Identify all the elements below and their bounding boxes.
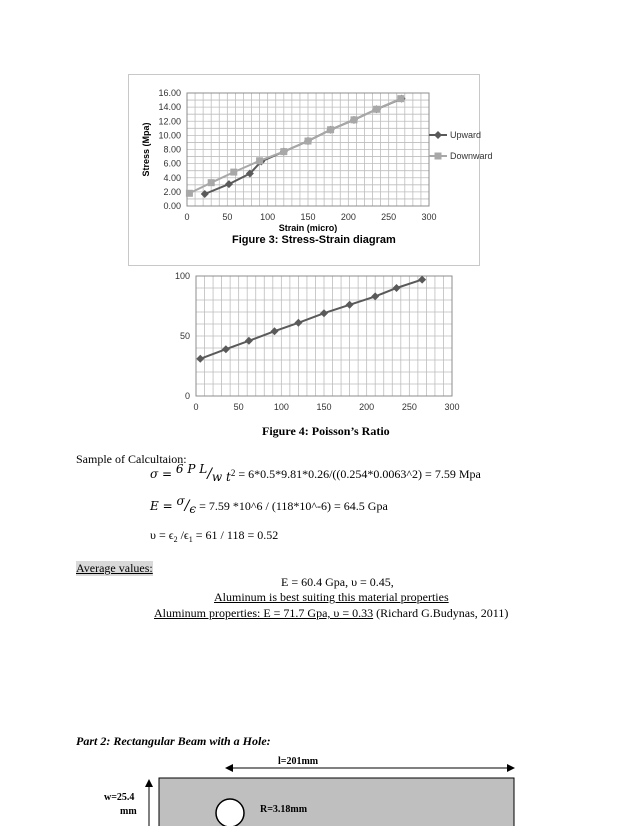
data-point — [186, 190, 193, 197]
x-tick-label: 150 — [300, 212, 316, 222]
y-axis-label: Stress (Mpa) — [141, 122, 151, 177]
data-point — [222, 345, 230, 353]
data-point — [371, 292, 379, 300]
stress-equation: σ = 6 P L/w t2 = 6*0.5*9.81*0.26/((0.254*0.0063^2) = 7.59 Mpa — [150, 462, 481, 484]
y-tick-label: 0 — [184, 391, 190, 401]
x-axis-label: Strain (micro) — [278, 223, 338, 233]
data-point — [271, 327, 279, 335]
beam-hole — [216, 799, 244, 826]
stress-equation-result: = 6*0.5*9.81*0.26/((0.254*0.0063^2) = 7.59 Mpa — [238, 467, 481, 481]
data-point — [397, 95, 404, 102]
legend-label: Upward — [450, 130, 482, 140]
data-point — [305, 138, 312, 145]
x-tick-label: 50 — [233, 402, 244, 412]
series-line — [205, 99, 402, 194]
data-point — [196, 355, 204, 363]
poisson-ratio-chart — [164, 264, 476, 414]
modulus-numerator: σ — [176, 494, 185, 508]
legend-marker — [434, 131, 442, 139]
y-tick-label: 2.00 — [163, 186, 181, 197]
x-tick-label: 150 — [316, 402, 332, 412]
stress-denominator: w t — [211, 470, 231, 484]
aluminum-properties: Aluminum properties: E = 71.7 Gpa, υ = 0.33 (Richard G.Budynas, 2011) — [154, 606, 509, 620]
data-point — [373, 106, 380, 113]
data-point — [418, 276, 426, 284]
data-point — [294, 319, 302, 327]
legend-label: Downward — [450, 151, 493, 161]
series-line — [200, 280, 422, 359]
data-point — [230, 169, 237, 176]
y-tick-label: 0.00 — [163, 201, 181, 211]
x-tick-label: 250 — [401, 402, 417, 412]
figure-4-caption: Figure 4: Poisson’s Ratio — [262, 424, 390, 438]
data-point — [256, 157, 263, 164]
part-2-heading: Part 2: Rectangular Beam with a Hole: — [76, 734, 271, 748]
x-tick-label: 200 — [359, 402, 375, 412]
data-point — [225, 180, 233, 188]
y-tick-label: 4.00 — [163, 172, 181, 183]
data-point — [320, 309, 328, 317]
average-values-line: E = 60.4 Gpa, υ = 0.45, — [281, 575, 394, 589]
x-tick-label: 300 — [421, 212, 437, 222]
x-tick-label: 0 — [184, 212, 190, 222]
data-point — [350, 116, 357, 123]
modulus-symbol: E = — [150, 499, 177, 513]
x-tick-label: 250 — [381, 212, 397, 222]
y-tick-label: 8.00 — [163, 144, 181, 155]
x-tick-label: 100 — [260, 212, 276, 222]
y-tick-label: 50 — [179, 331, 190, 341]
y-tick-label: 14.00 — [158, 102, 181, 113]
y-tick-label: 100 — [174, 271, 190, 281]
beam-width-unit: mm — [120, 806, 137, 817]
x-tick-label: 0 — [193, 402, 199, 412]
legend-marker — [435, 153, 442, 160]
data-point — [245, 337, 253, 345]
modulus-equation: E = σ/ϵ = 7.59 *10^6 / (118*10^-6) = 64.5 Gpa — [150, 494, 388, 516]
figure-3-caption: Figure 3: Stress-Strain diagram — [232, 234, 396, 246]
poisson-ratio-chart-frame — [164, 264, 476, 414]
sample-calculation-heading: Sample of Calcultaion: — [76, 452, 187, 466]
series-line — [189, 99, 400, 194]
poisson-equation: $\upsilon = \epsilon_2$ $/\epsilon_1 = 61 / 118 = 0.52$ — [150, 528, 279, 544]
average-values-heading: Average values: — [76, 561, 153, 575]
y-tick-label: 16.00 — [158, 88, 181, 98]
stress-symbol: σ = — [150, 467, 176, 481]
data-point — [201, 190, 209, 198]
modulus-denominator: ϵ — [189, 502, 197, 516]
y-tick-label: 6.00 — [163, 158, 181, 169]
data-point — [280, 148, 287, 155]
data-point — [208, 179, 215, 186]
data-point — [346, 301, 354, 309]
data-point — [327, 126, 334, 133]
best-suit-statement: Aluminum is best suiting this material properties — [214, 590, 449, 604]
beam-rectangle — [159, 778, 514, 826]
hole-radius-label: R=3.18mm — [260, 804, 308, 815]
y-tick-label: 10.00 — [158, 130, 181, 141]
x-tick-label: 300 — [444, 402, 460, 412]
modulus-equation-result: = 7.59 *10^6 / (118*10^-6) = 64.5 Gpa — [199, 499, 388, 513]
data-point — [393, 284, 401, 292]
y-tick-label: 12.00 — [158, 116, 181, 127]
beam-width-label: w=25.4 — [104, 792, 135, 803]
stress-numerator: 6 P L — [175, 462, 208, 476]
x-tick-label: 50 — [222, 212, 233, 222]
beam-length-label: l=201mm — [278, 756, 319, 767]
x-tick-label: 200 — [340, 212, 356, 222]
x-tick-label: 100 — [273, 402, 289, 412]
